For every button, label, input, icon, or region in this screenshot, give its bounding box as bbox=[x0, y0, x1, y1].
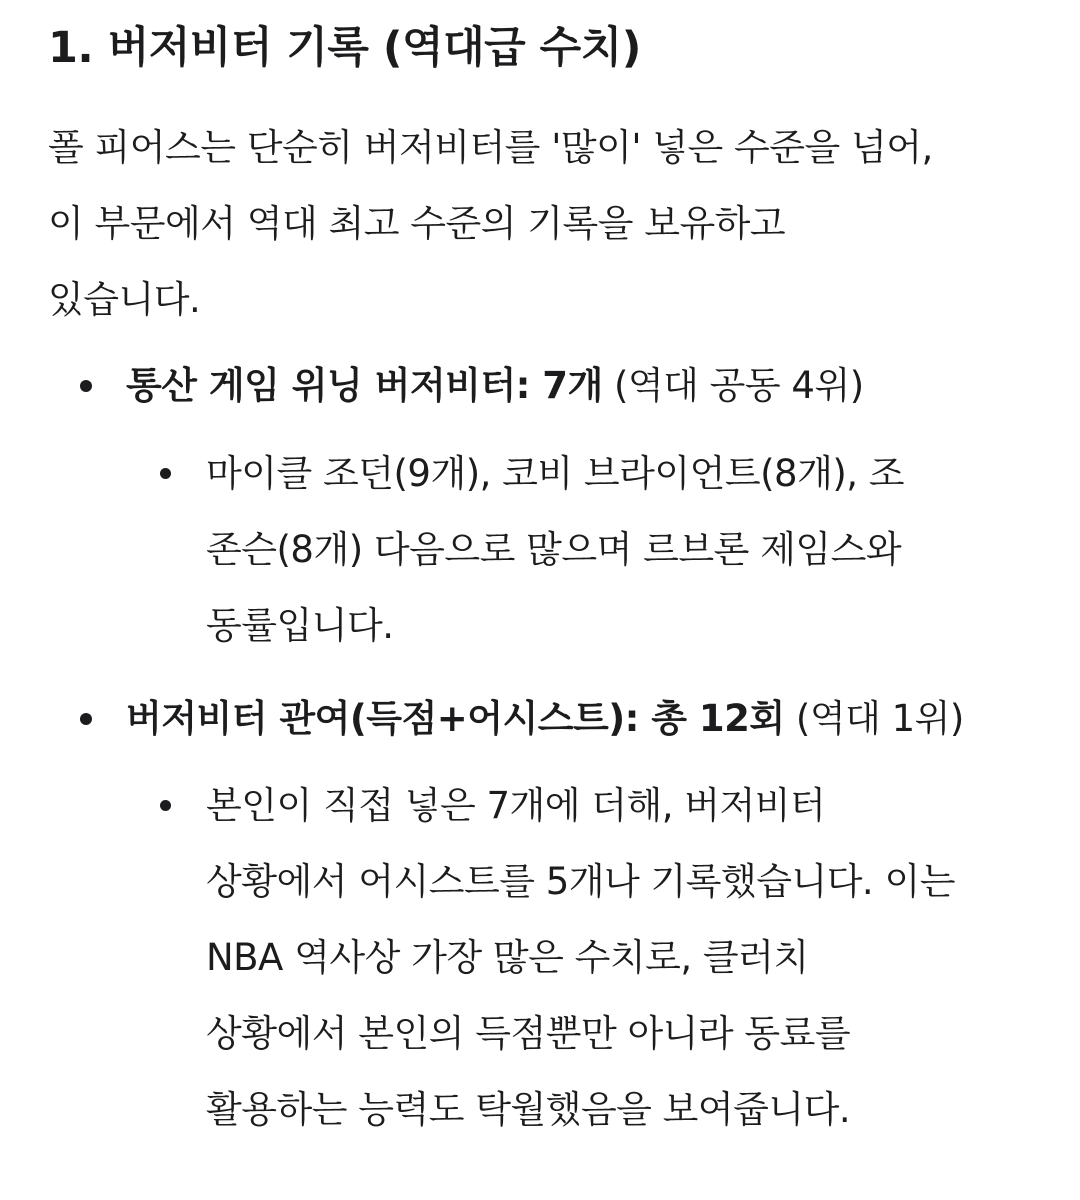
bullet-dot-icon bbox=[160, 468, 171, 479]
intro-line: 있습니다. bbox=[48, 278, 201, 321]
bullet-dot-icon bbox=[80, 380, 92, 392]
sub-list-line: 마이클 조던(9개), 코비 브라이언트(8개), 조 bbox=[206, 452, 905, 495]
sub-list-line: 상황에서 어시스트를 5개나 기록했습니다. 이는 bbox=[206, 860, 955, 903]
sub-list-item-text bbox=[206, 436, 904, 664]
bullet-dot-icon bbox=[160, 800, 171, 811]
list-item-note: (역대 1위) bbox=[784, 697, 964, 740]
sub-list-line: 본인이 직접 넣은 7개에 더해, 버저비터 bbox=[206, 784, 826, 827]
intro-paragraph bbox=[48, 110, 1048, 338]
section-heading: 1. 버저비터 기록 (역대급 수치) bbox=[48, 23, 641, 73]
list-item-bold: 버저비터 관여(득점+어시스트): 총 12회 bbox=[126, 697, 785, 740]
intro-line: 폴 피어스는 단순히 버저비터를 '많이' 넣은 수준을 넘어, bbox=[48, 126, 933, 169]
sub-list-line: 활용하는 능력도 탁월했음을 보여줍니다. bbox=[206, 1088, 851, 1131]
list-item-bold: 통산 게임 위닝 버저비터: 7개 bbox=[126, 364, 603, 407]
sub-list-line: 상황에서 본인의 득점뿐만 아니라 동료를 bbox=[206, 1012, 851, 1055]
sub-list-line: NBA 역사상 가장 많은 수치로, 클러치 bbox=[206, 936, 809, 979]
list-item-text bbox=[126, 348, 864, 424]
intro-line: 이 부문에서 역대 최고 수준의 기록을 보유하고 bbox=[48, 202, 786, 245]
bullet-dot-icon bbox=[80, 713, 92, 725]
list-item-note: (역대 공동 4위) bbox=[602, 364, 864, 407]
sub-list-line: 존슨(8개) 다음으로 많으며 르브론 제임스와 bbox=[206, 528, 902, 571]
sub-list-item-text bbox=[206, 768, 955, 1148]
list-item-text bbox=[126, 681, 964, 757]
sub-list-line: 동률입니다. bbox=[206, 604, 394, 647]
